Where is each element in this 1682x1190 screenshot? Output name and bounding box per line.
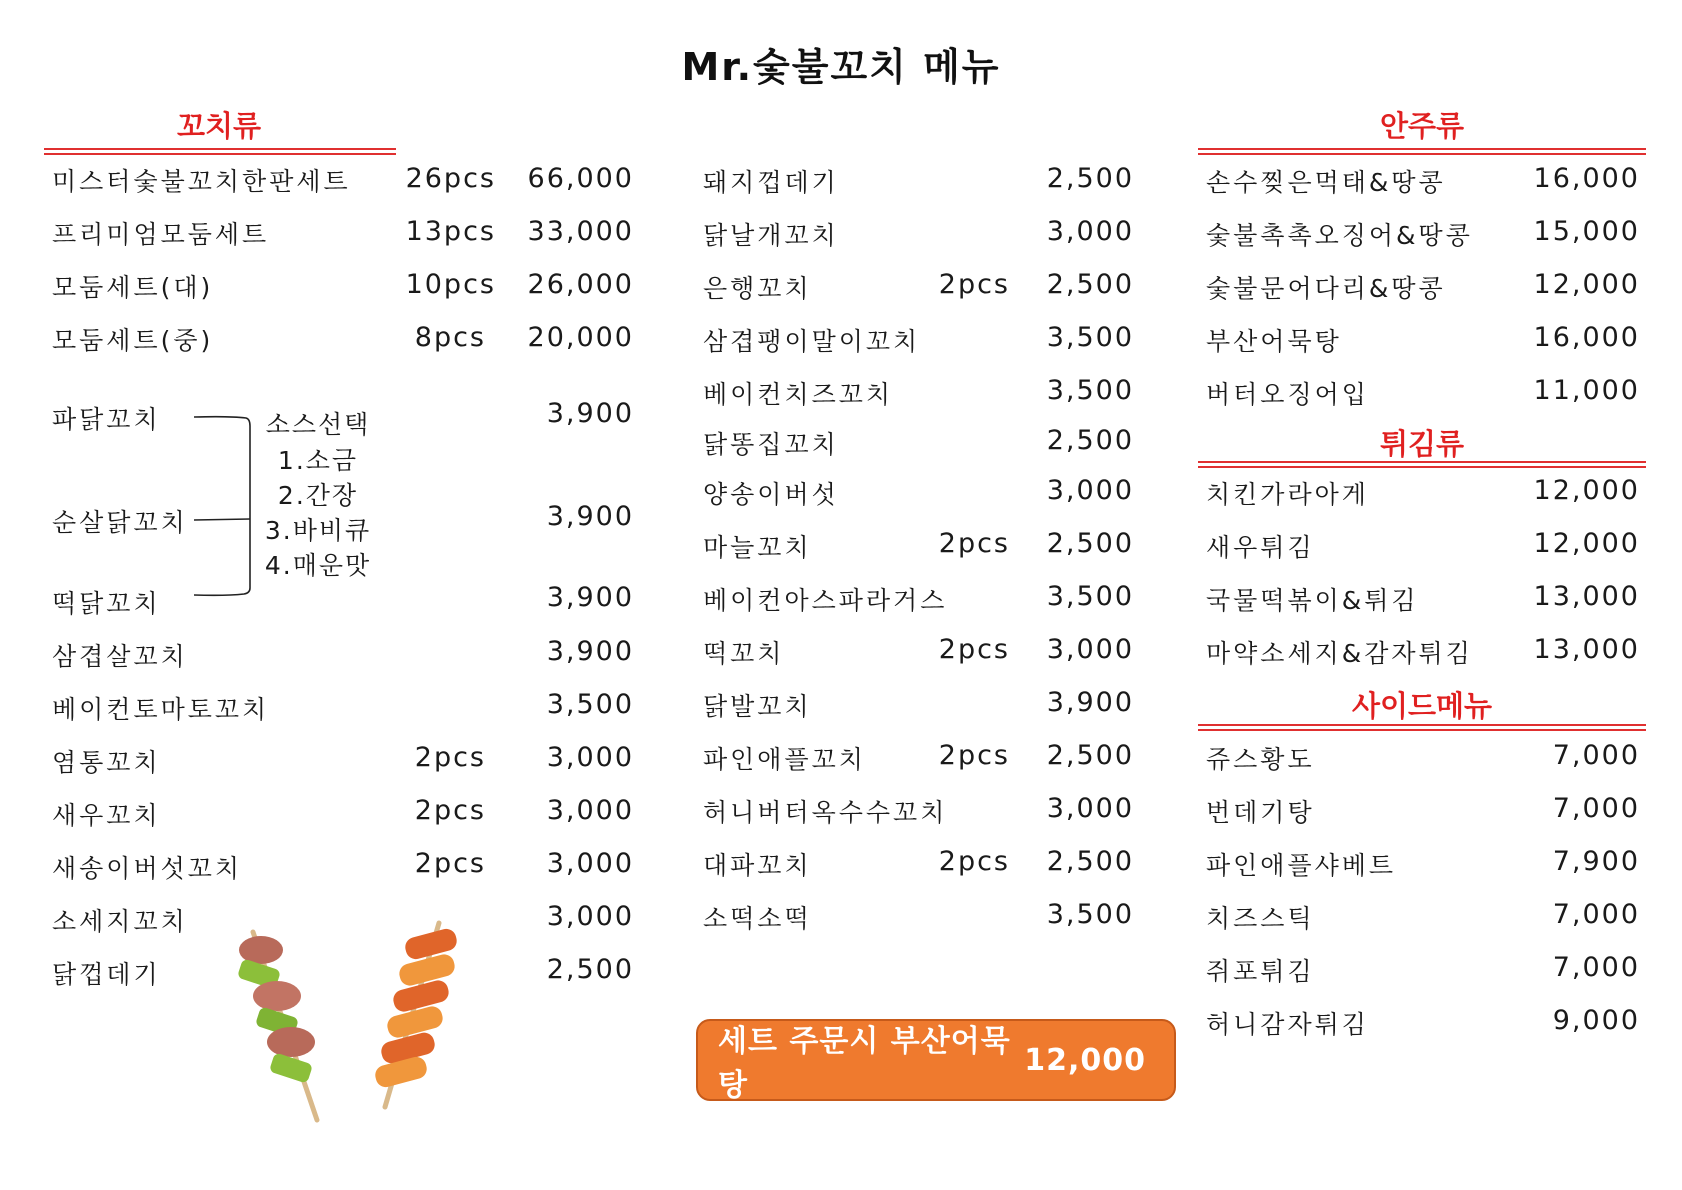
sauce-option: 4.매운맛 bbox=[264, 551, 372, 580]
item-name: 염통꼬치 bbox=[52, 748, 161, 777]
item-name: 돼지껍데기 bbox=[703, 168, 839, 197]
promo-text: 세트 주문시 부산어묵탕 bbox=[718, 1024, 1011, 1103]
set-qty: 26pcs bbox=[405, 163, 496, 194]
set-name: 모둠세트(중) bbox=[52, 326, 214, 355]
item-name: 허니감자튀김 bbox=[1206, 1010, 1369, 1039]
item-name: 순살닭꼬치 bbox=[52, 508, 188, 537]
item-price: 2,500 bbox=[1046, 846, 1134, 877]
item-price: 12,000 bbox=[1533, 528, 1640, 559]
item-name: 새우꼬치 bbox=[52, 801, 161, 830]
item-name: 닭껍데기 bbox=[52, 960, 161, 989]
item-name: 소떡소떡 bbox=[703, 904, 812, 933]
section-divider bbox=[1198, 724, 1646, 731]
item-price: 13,000 bbox=[1533, 581, 1640, 612]
item-name: 숯불촉촉오징어&땅콩 bbox=[1206, 221, 1473, 250]
item-price: 3,000 bbox=[546, 795, 634, 826]
item-qty: 2pcs bbox=[938, 528, 1010, 559]
item-name: 베이컨아스파라거스 bbox=[703, 586, 948, 615]
set-name: 프리미엄모둠세트 bbox=[52, 220, 270, 249]
item-name: 국물떡볶이&튀김 bbox=[1206, 586, 1419, 615]
set-qty: 13pcs bbox=[405, 216, 496, 247]
item-price: 7,000 bbox=[1552, 740, 1640, 771]
tteok-skewer-illustration bbox=[355, 915, 475, 1115]
item-price: 7,000 bbox=[1552, 952, 1640, 983]
item-price: 12,000 bbox=[1533, 475, 1640, 506]
item-qty: 2pcs bbox=[938, 269, 1010, 300]
set-price: 33,000 bbox=[527, 216, 634, 247]
item-price: 7,000 bbox=[1552, 793, 1640, 824]
section-divider bbox=[1198, 148, 1646, 155]
set-price: 66,000 bbox=[527, 163, 634, 194]
sauce-label: 소스선택 bbox=[265, 410, 371, 439]
item-name: 닭똥집꼬치 bbox=[703, 430, 839, 459]
item-price: 7,000 bbox=[1552, 899, 1640, 930]
item-name: 삼겹팽이말이꼬치 bbox=[703, 327, 921, 356]
item-name: 숯불문어다리&땅콩 bbox=[1206, 274, 1446, 303]
set-qty: 10pcs bbox=[405, 269, 496, 300]
section-heading-snacks: 안주류 bbox=[1379, 109, 1465, 143]
item-price: 9,000 bbox=[1552, 1005, 1640, 1036]
item-name: 부산어묵탕 bbox=[1206, 327, 1342, 356]
item-name: 치킨가라아게 bbox=[1206, 480, 1369, 509]
item-name: 치즈스틱 bbox=[1206, 904, 1315, 933]
item-qty: 2pcs bbox=[938, 740, 1010, 771]
item-name: 쥐포튀김 bbox=[1206, 957, 1315, 986]
sauce-option: 2.간장 bbox=[277, 481, 359, 510]
section-divider bbox=[44, 148, 396, 155]
set-order-promo-banner bbox=[696, 1019, 1176, 1101]
item-name: 떡꼬치 bbox=[703, 639, 785, 668]
item-name: 파닭꼬치 bbox=[52, 405, 161, 434]
promo-price: 12,000 bbox=[1024, 1042, 1146, 1078]
set-name: 미스터숯불꼬치한판세트 bbox=[52, 167, 351, 196]
item-name: 닭발꼬치 bbox=[703, 692, 812, 721]
item-price: 7,900 bbox=[1552, 846, 1640, 877]
item-name: 손수찢은먹태&땅콩 bbox=[1206, 168, 1446, 197]
item-price: 16,000 bbox=[1533, 322, 1640, 353]
item-price: 2,500 bbox=[1046, 740, 1134, 771]
item-price: 3,000 bbox=[1046, 216, 1134, 247]
section-heading-skewers: 꼬치류 bbox=[176, 109, 262, 143]
item-price: 3,500 bbox=[1046, 322, 1134, 353]
item-price: 2,500 bbox=[1046, 528, 1134, 559]
item-price: 13,000 bbox=[1533, 634, 1640, 665]
menu-title: Mr.숯불꼬치 메뉴 bbox=[681, 45, 1001, 89]
item-name: 번데기탕 bbox=[1206, 798, 1315, 827]
item-name: 버터오징어입 bbox=[1206, 380, 1369, 409]
item-name: 마약소세지&감자튀김 bbox=[1206, 639, 1473, 668]
set-name: 모둠세트(대) bbox=[52, 273, 214, 302]
section-heading-fried: 튀김류 bbox=[1379, 427, 1465, 461]
item-name: 양송이버섯 bbox=[703, 480, 839, 509]
chicken-skewer-illustration bbox=[225, 920, 355, 1130]
item-name: 떡닭꼬치 bbox=[52, 589, 161, 618]
item-name: 베이컨토마토꼬치 bbox=[52, 695, 270, 724]
item-price: 3,900 bbox=[546, 398, 634, 429]
item-price: 2,500 bbox=[1046, 425, 1134, 456]
item-price: 3,000 bbox=[1046, 634, 1134, 665]
item-price: 3,900 bbox=[1046, 687, 1134, 718]
item-price: 3,500 bbox=[1046, 375, 1134, 406]
item-price: 3,000 bbox=[1046, 475, 1134, 506]
item-price: 3,500 bbox=[546, 689, 634, 720]
set-qty: 8pcs bbox=[414, 322, 486, 353]
item-qty: 2pcs bbox=[414, 848, 486, 879]
item-name: 파인애플샤베트 bbox=[1206, 851, 1397, 880]
set-price: 26,000 bbox=[527, 269, 634, 300]
item-qty: 2pcs bbox=[938, 634, 1010, 665]
item-name: 삼겹살꼬치 bbox=[52, 642, 188, 671]
item-price: 16,000 bbox=[1533, 163, 1640, 194]
sauce-option: 1.소금 bbox=[277, 446, 359, 475]
section-heading-sides: 사이드메뉴 bbox=[1351, 689, 1493, 723]
item-name: 새우튀김 bbox=[1206, 533, 1315, 562]
item-price: 3,000 bbox=[546, 901, 634, 932]
item-price: 2,500 bbox=[546, 954, 634, 985]
section-divider bbox=[1198, 461, 1646, 468]
item-name: 대파꼬치 bbox=[703, 851, 812, 880]
item-name: 쥬스황도 bbox=[1206, 745, 1315, 774]
item-price: 2,500 bbox=[1046, 269, 1134, 300]
item-qty: 2pcs bbox=[938, 846, 1010, 877]
item-price: 12,000 bbox=[1533, 269, 1640, 300]
item-price: 2,500 bbox=[1046, 163, 1134, 194]
item-name: 새송이버섯꼬치 bbox=[52, 854, 243, 883]
sauce-option: 3.바비큐 bbox=[264, 516, 372, 545]
item-name: 파인애플꼬치 bbox=[703, 745, 866, 774]
set-price: 20,000 bbox=[527, 322, 634, 353]
item-price: 3,000 bbox=[1046, 793, 1134, 824]
item-price: 3,500 bbox=[1046, 899, 1134, 930]
item-name: 마늘꼬치 bbox=[703, 533, 812, 562]
item-price: 11,000 bbox=[1533, 375, 1640, 406]
item-name: 소세지꼬치 bbox=[52, 907, 188, 936]
item-name: 닭날개꼬치 bbox=[703, 221, 839, 250]
item-name: 베이컨치즈꼬치 bbox=[703, 380, 894, 409]
item-price: 3,000 bbox=[546, 848, 634, 879]
item-price: 3,500 bbox=[1046, 581, 1134, 612]
sauce-bracket bbox=[190, 410, 260, 600]
item-qty: 2pcs bbox=[414, 795, 486, 826]
item-qty: 2pcs bbox=[414, 742, 486, 773]
item-price: 15,000 bbox=[1533, 216, 1640, 247]
item-name: 허니버터옥수수꼬치 bbox=[703, 798, 948, 827]
item-name: 은행꼬치 bbox=[703, 274, 812, 303]
item-price: 3,900 bbox=[546, 636, 634, 667]
item-price: 3,900 bbox=[546, 582, 634, 613]
item-price: 3,900 bbox=[546, 501, 634, 532]
item-price: 3,000 bbox=[546, 742, 634, 773]
